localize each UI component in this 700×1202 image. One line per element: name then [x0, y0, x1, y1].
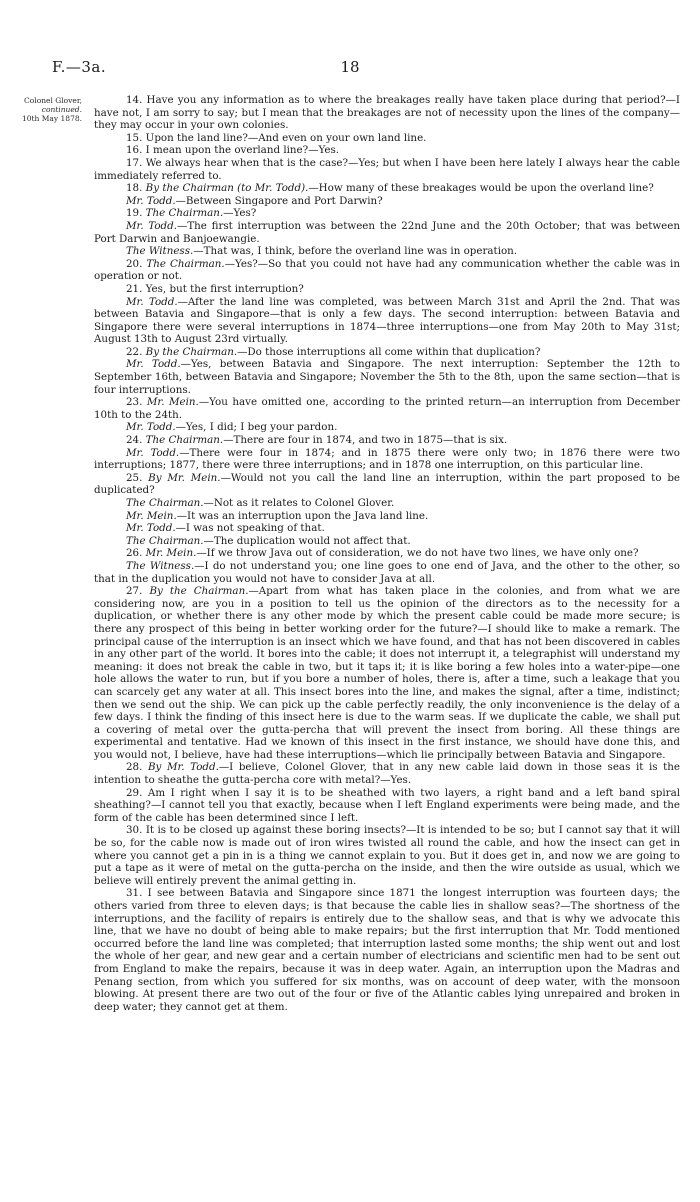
testimony-paragraph: [94, 434, 680, 447]
testimony-paragraph: [94, 421, 680, 434]
speaker-label: Mr. Mein.: [146, 396, 199, 409]
testimony-paragraph: [94, 296, 680, 346]
margin-note-date: 10th May 1878.: [21, 114, 82, 123]
paragraph-text: —Yes?: [223, 207, 257, 220]
speaker-label: Mr. Todd.: [126, 522, 176, 535]
page-number: 18: [340, 58, 360, 76]
testimony-paragraph: [94, 522, 680, 535]
testimony-paragraph: [94, 887, 680, 1013]
paragraph-text: —There are four in 1874, and two in 1875—that is six.: [223, 434, 508, 447]
paragraph-text: —If we throw Java out of consideration, we do not have two lines, we have only one?: [196, 547, 639, 560]
paragraph-text: —Do those interruptions all come within that duplication?: [237, 345, 541, 358]
paragraph-text: —That was, I think, before the overland line was in operation.: [193, 245, 518, 258]
paragraph-text: —Yes?—So that you could not have had any communication whether the cable was in operation or not.: [94, 257, 680, 283]
paragraph-text: —I believe, Colonel Glover, that in any new cable laid down in those seas it is the intention to sheathe the gutta-percha core with metal?—Yes.: [94, 761, 680, 787]
testimony-paragraph: [94, 585, 680, 761]
paragraph-text: 30. It is to be closed up against these boring insects?—It is intended to be so; but I cannot say that it will be so, for the cable now is made out of iron wires twisted all round the cable, and how the insect can get in where you cannot get a pin in is a thing we cannot explain to you. But it does get in, and now we are going to put a tape as it were of metal on the gutta-percha on the inside, and then the wire outside as usual, which we believe will entirely prevent the animal getting in.: [94, 824, 680, 887]
testimony-paragraph: [94, 358, 680, 396]
testimony-body: [94, 94, 680, 1013]
margin-note: [6, 96, 82, 123]
testimony-paragraph: [94, 144, 680, 157]
paragraph-text: 31. I see between Batavia and Singapore since 1871 the longest interruption was fourteen days; the others varied from three to eleven days; is that because the cable lies in shallow seas?—The shortness of the interruptions, and the facility of repairs is entirely due to the shallow seas, and that is why we advocate this line, that we have no doubt of being able to make repairs; but the first interruption that Mr. Todd mentioned occurred before the land line was completed; that interruption lasted some months; the ship went out and lost the whole of her gear, and new gear and a certain number of electricians and scientific men had to be sent out from England to make the repairs, because it was in deep water. Again, an interruption upon the Madras and Penang section, from which you suffered for six months, was on account of deep water, with the monsoon blowing. At present there are two out of the four or five of the Atlantic cables lying unrepaired and broken in deep water; they cannot get at them.: [94, 887, 680, 1013]
testimony-paragraph: [94, 547, 680, 560]
paragraph-text: 21. Yes, but the first interruption?: [126, 282, 304, 295]
testimony-paragraph: [94, 258, 680, 283]
speaker-label: The Witness.: [126, 559, 195, 572]
testimony-paragraph: [94, 824, 680, 887]
paragraph-text: 18.: [126, 182, 146, 195]
testimony-paragraph: [94, 787, 680, 825]
paragraph-text: —I do not understand you; one line goes to one end of Java, and the other to the other, so that in the duplication you would not have to consider Java at all.: [94, 559, 680, 585]
paragraph-text: —Would not you call the land line an interruption, within the part proposed to be duplicated?: [94, 471, 681, 497]
testimony-paragraph: [94, 535, 680, 548]
speaker-label: By the Chairman.: [149, 585, 249, 598]
paragraph-text: 20.: [126, 257, 147, 270]
paragraph-text: 29. Am I right when I say it is to be sheathed with two layers, a right band and a left band spiral sheathing?—I cannot tell you that exactly, because when I left England experiments were being made, and the form of the cable has been determined since I left.: [94, 786, 680, 824]
page-header: [52, 58, 648, 80]
testimony-paragraph: [94, 220, 680, 245]
testimony-paragraph: [94, 396, 680, 421]
paragraph-text: —Apart from what has taken place in the colonies, and from what we are considering now, are you in a position to tell us the opinion of the directors as to the necessity for a duplication, or whether there is any other mode by which the present cable could be made more secure; is there any prospect of this being in better working order for the future?—I should like to make a remark. The principal cause of the interruption is an insect which we have found, and that has not been discovered in cables in any other part of the world. It bores into the cable; it does not interrupt it, a telegraphist will understand my meaning: it does not break the cable in two, but it taps it; it is like boring a few holes into a water-pipe—one hole allows the water to run, but if you bore a number of holes, there is, after a time, such a leakage that you can scarcely get any water at all. This insect bores into the line, and makes the signal, after a time, indistinct; then we send out the ship. We can pick up the cable perfectly readily, the only inconvenience is the delay of a few days. I think the finding of this insect here is due to the warm seas. If we duplicate the cable, we shall put a covering of metal over the gutta-percha that will prevent the insect from boring. All these things are experimental and tentative. Had we known of this insect in the first instance, we should have done this, and you would not, I believe, have had these interruptions—which lie principally between Batavia and Singapore.: [94, 585, 681, 761]
testimony-paragraph: [94, 157, 680, 182]
speaker-label: The Witness.: [126, 245, 194, 258]
paragraph-text: —The first interruption was between the 22nd June and the 20th October; that was between Port Darwin and Banjoewangie.: [94, 219, 680, 245]
speaker-label: Mr. Todd.: [126, 295, 178, 308]
testimony-paragraph: [94, 560, 680, 585]
speaker-label: By Mr. Todd.: [147, 761, 219, 774]
speaker-label: By the Chairman (to Mr. Todd).: [145, 182, 309, 195]
testimony-paragraph: [94, 195, 680, 208]
speaker-label: The Chairman.: [145, 207, 224, 220]
testimony-paragraph: [94, 245, 680, 258]
paragraph-text: 14. Have you any information as to where the breakages really have taken place during that period?—I have not, I am sorry to say; but I mean that the breakages are not of necessity upon the lines of the company—they may occur in your own colonies.: [94, 94, 680, 132]
testimony-paragraph: [94, 94, 680, 132]
speaker-label: The Chairman.: [145, 434, 224, 447]
paragraph-text: 25.: [126, 471, 149, 484]
margin-note-continued: continued.: [41, 105, 82, 114]
paragraph-text: —You have omitted one, according to the printed return—an interruption from December 10th to the 24th.: [94, 396, 681, 421]
document-reference: F.—3a.: [52, 58, 107, 76]
speaker-label: The Chairman.: [126, 497, 204, 509]
testimony-paragraph: [94, 182, 680, 195]
paragraph-text: —The duplication would not affect that.: [203, 534, 411, 547]
paragraph-text: —There were four in 1874; and in 1875 there were only two; in 1876 there were two interruptions; 1877, there were three interruptions; and in 1878 one interruption, on this particular line.: [94, 446, 680, 472]
speaker-label: The Chairman.: [146, 257, 225, 270]
speaker-label: Mr. Todd.: [126, 194, 176, 207]
paragraph-text: 24.: [126, 434, 146, 447]
paragraph-text: —It was an interruption upon the Java land line.: [176, 509, 429, 522]
speaker-label: Mr. Todd.: [126, 358, 181, 371]
paragraph-text: 19.: [126, 207, 146, 220]
testimony-paragraph: [94, 761, 680, 786]
speaker-label: Mr. Todd.: [126, 421, 176, 434]
margin-note-witness: Colonel Glover,: [24, 96, 82, 105]
speaker-label: Mr. Todd.: [126, 446, 180, 459]
speaker-label: Mr. Todd.: [126, 219, 178, 232]
paragraph-text: 23.: [126, 396, 147, 409]
testimony-paragraph: [94, 510, 680, 523]
paragraph-text: —Between Singapore and Port Darwin?: [175, 194, 383, 207]
paragraph-text: 17. We always hear when that is the case?—Yes; but when I have been here lately I always hear the cable immediately referred to.: [94, 156, 680, 182]
testimony-paragraph: [94, 283, 680, 296]
paragraph-text: 26.: [126, 547, 146, 560]
paragraph-text: 16. I mean upon the overland line?—Yes.: [126, 144, 339, 157]
paragraph-text: —I was not speaking of that.: [175, 522, 325, 535]
testimony-paragraph: [94, 346, 680, 359]
paragraph-text: —How many of these breakages would be upon the overland line?: [308, 182, 654, 195]
paragraph-text: 15. Upon the land line?—And even on your own land line.: [126, 131, 427, 144]
paragraph-text: —Yes, between Batavia and Singapore. The next interruption: September the 12th to September 16th, between Batavia and Singapore; November the 5th to the 8th, upon the same section—that is four interruptions.: [94, 358, 680, 396]
speaker-label: Mr. Mein.: [126, 509, 177, 522]
speaker-label: By the Chairman.: [145, 345, 238, 358]
paragraph-text: —Yes, I did; I beg your pardon.: [175, 421, 338, 434]
testimony-paragraph: [94, 472, 680, 497]
paragraph-text: —After the land line was completed, was between March 31st and April the 2nd. That was between Batavia and Singapore—that is only a few days. The second interruption: between Batavia and Singapore there were several interruptions in 1874—three interruptions—one from May 20th to May 31st; August 13th to August 23rd virtually.: [94, 295, 681, 346]
testimony-paragraph: [94, 497, 680, 510]
paragraph-text: 22.: [126, 345, 146, 358]
speaker-label: The Chairman.: [126, 534, 204, 547]
testimony-paragraph: [94, 207, 680, 220]
speaker-label: Mr. Mein.: [145, 547, 197, 560]
testimony-paragraph: [94, 132, 680, 145]
paragraph-text: —Not as it relates to Colonel Glover.: [203, 497, 395, 509]
testimony-paragraph: [94, 447, 680, 472]
paragraph-text: 28.: [126, 761, 148, 774]
speaker-label: By Mr. Mein.: [148, 471, 221, 484]
paragraph-text: 27.: [126, 585, 150, 598]
